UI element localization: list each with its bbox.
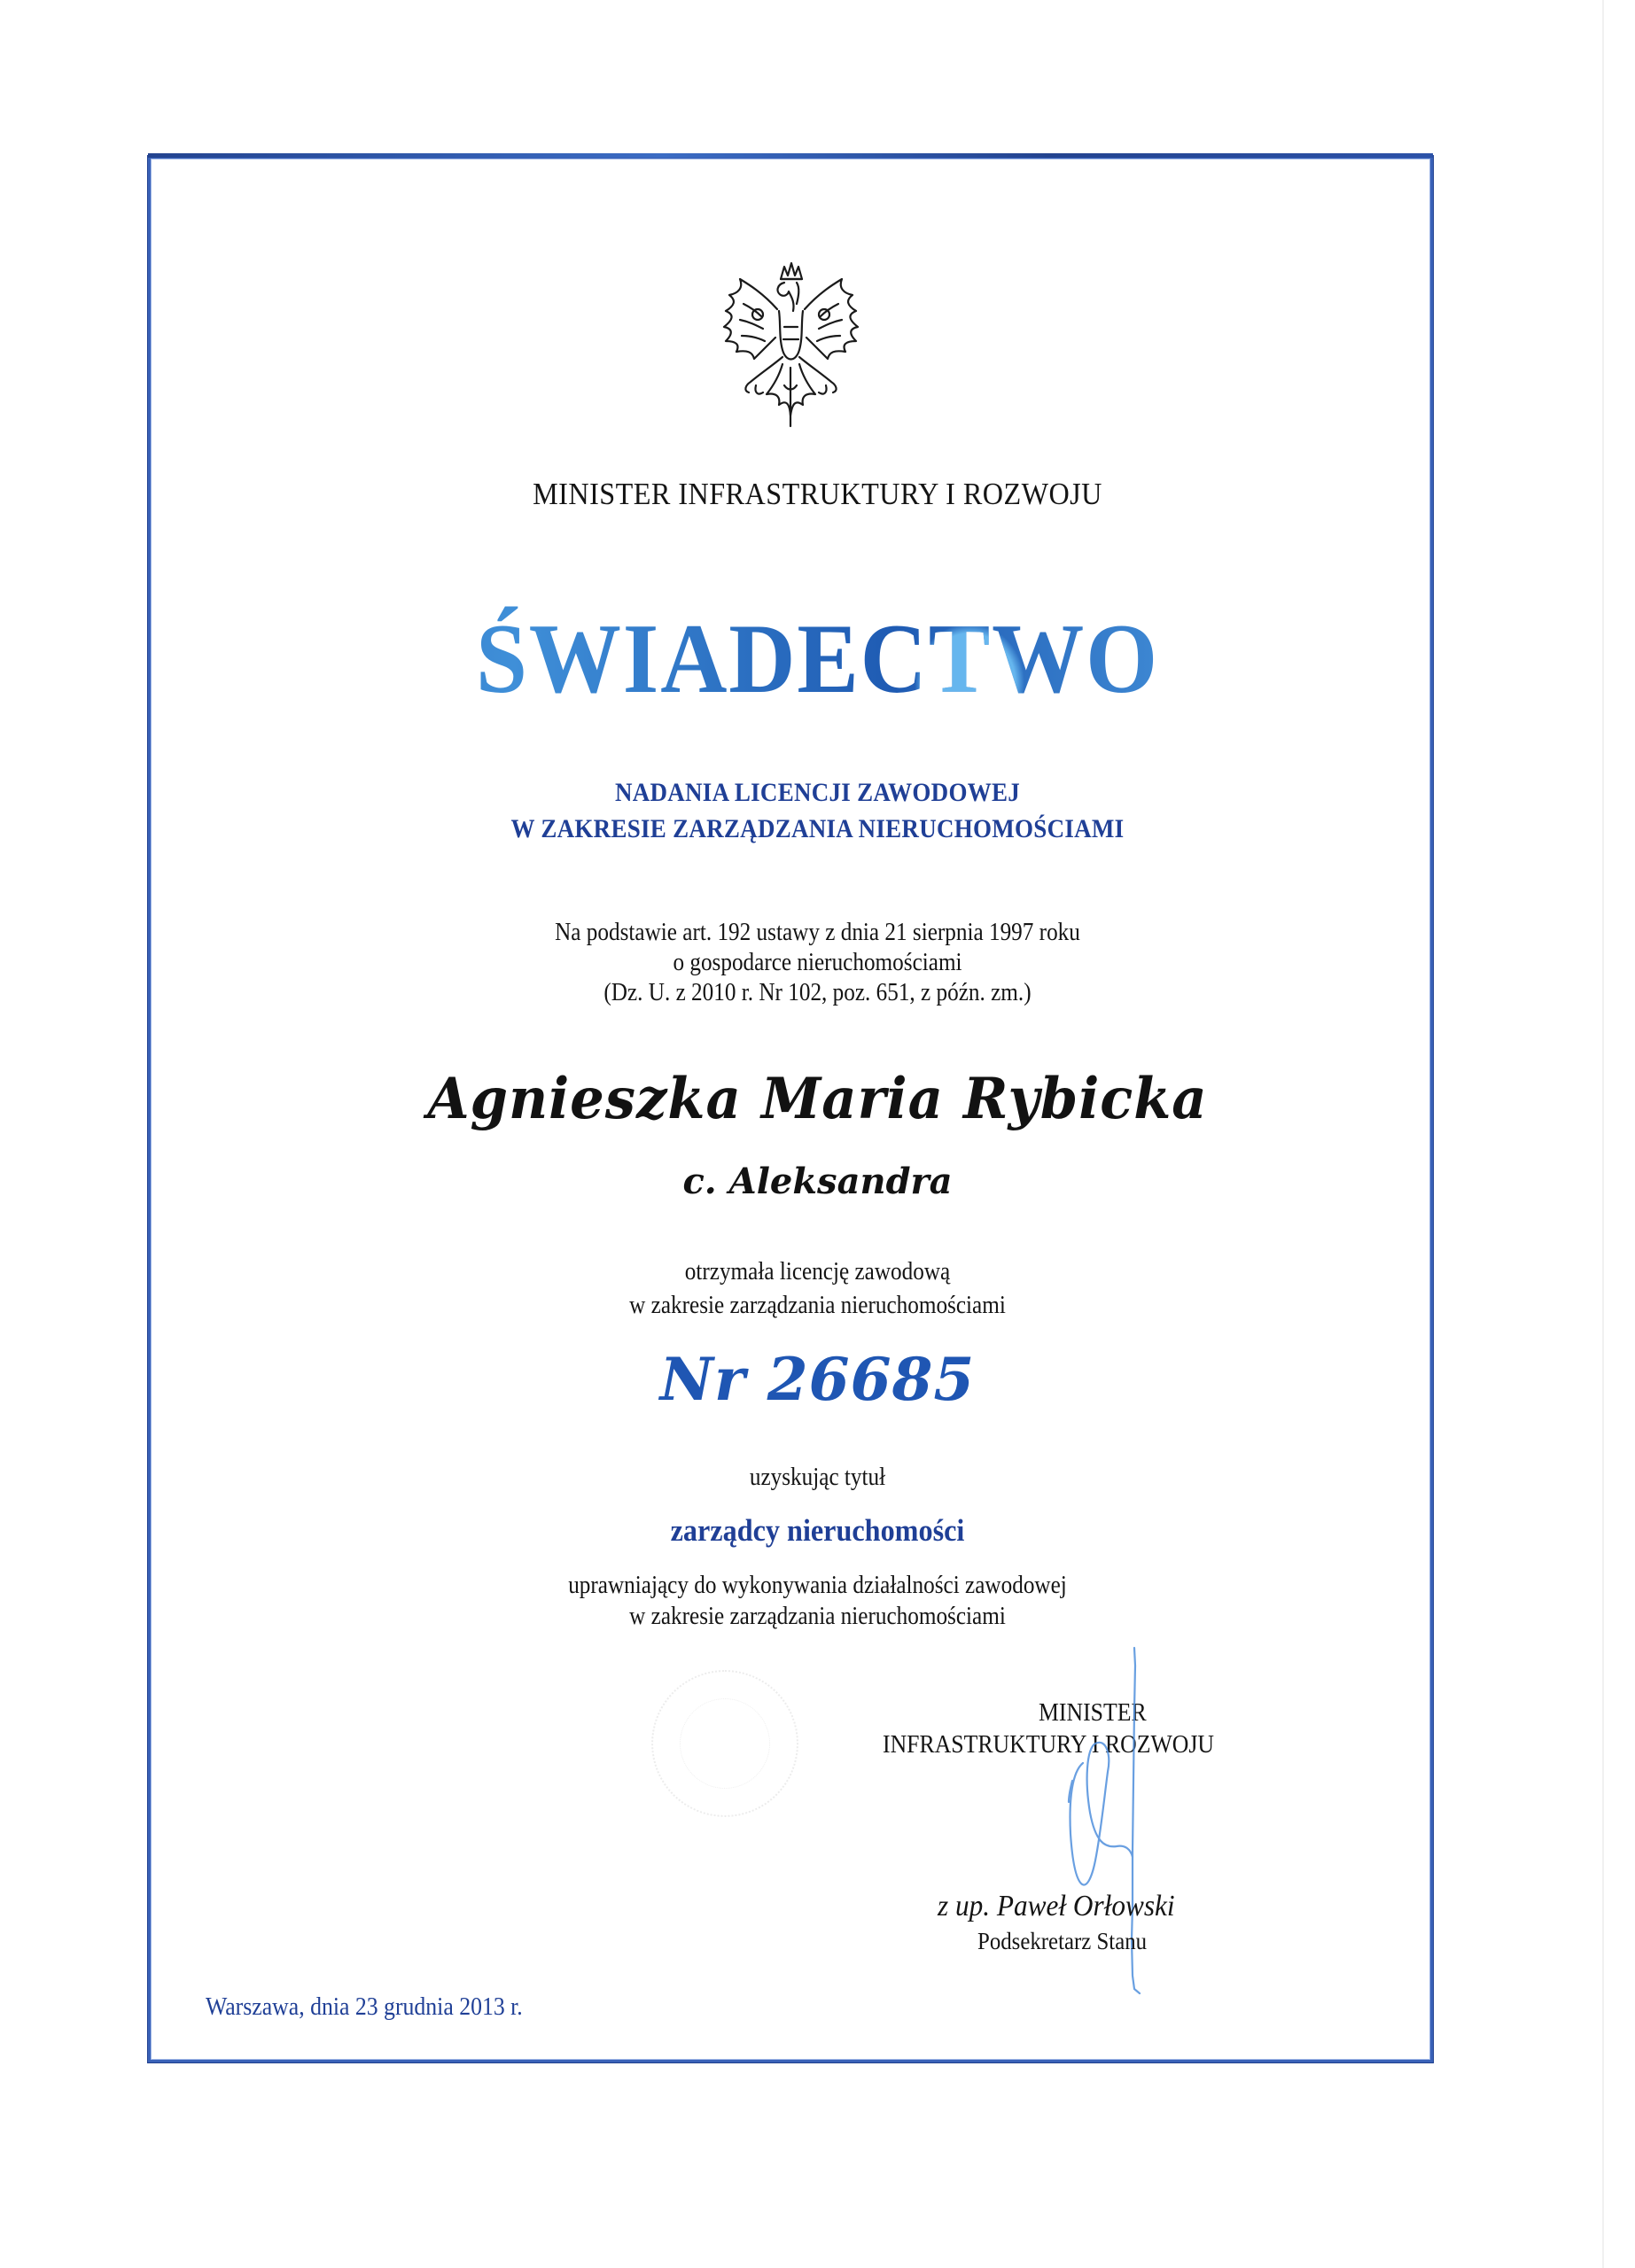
received-line-2: w zakresie zarządzania nieruchomościami xyxy=(629,1292,1006,1319)
legal-basis-line-2: o gospodarce nieruchomościami xyxy=(673,949,962,976)
place-and-date: Warszawa, dnia 23 grudnia 2013 r. xyxy=(206,1993,523,2021)
license-number: Nr 26685 xyxy=(659,1345,976,1414)
holder-full-name: Agnieszka Maria Rybicka xyxy=(427,1066,1208,1132)
signatory-line-1: MINISTER xyxy=(1039,1699,1147,1727)
subtitle-line-1: NADANIA LICENCJI ZAWODOWEJ xyxy=(614,778,1021,807)
signatory-role: Podsekretarz Stanu xyxy=(977,1928,1148,1954)
legal-basis-line-3: (Dz. U. z 2010 r. Nr 102, poz. 651, z późn. zm.) xyxy=(603,979,1032,1006)
professional-title: zarządcy nieruchomości xyxy=(670,1513,965,1548)
embossed-seal-inner-ring xyxy=(680,1698,770,1789)
entitling-line-1: uprawniający do wykonywania działalności zawodowej xyxy=(568,1572,1067,1599)
certificate-title: ŚWIADECTWO xyxy=(58,602,1578,717)
handwritten-signature-icon xyxy=(1019,1639,1161,2011)
scan-edge-line xyxy=(1602,0,1604,2268)
certificate-border-top xyxy=(148,153,1433,158)
holder-father-name: c. Aleksandra xyxy=(682,1161,953,1202)
subtitle-line-2: W ZAKRESIE ZARZĄDZANIA NIERUCHOMOŚCIAMI xyxy=(510,814,1125,843)
legal-basis-line-1: Na podstawie art. 192 ustawy z dnia 21 sierpnia 1997 roku xyxy=(555,919,1080,946)
embossed-seal-icon xyxy=(651,1670,798,1817)
signatory-line-2: INFRASTRUKTURY I ROZWOJU xyxy=(883,1731,1215,1759)
entitling-line-2: w zakresie zarządzania nieruchomościami xyxy=(629,1603,1006,1630)
white-eagle-emblem-icon xyxy=(705,252,877,439)
issuer-heading: MINISTER INFRASTRUKTURY I ROZWOJU xyxy=(533,477,1102,511)
obtaining-label: uzyskując tytuł xyxy=(749,1464,886,1491)
received-line-1: otrzymała licencję zawodową xyxy=(684,1258,951,1285)
signatory-name: z up. Paweł Orłowski xyxy=(938,1890,1175,1922)
